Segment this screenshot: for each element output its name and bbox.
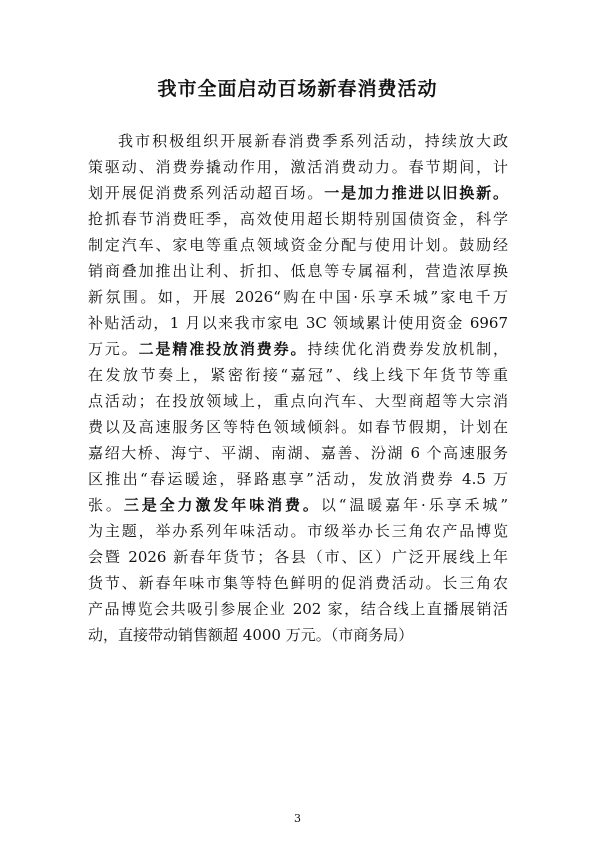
text-line — [88, 154, 508, 180]
text-segment: 张。 — [88, 496, 124, 514]
text-segment: 抢抓春节消费旺季，高效使用超长期特别国债资金，科学 — [88, 210, 508, 228]
text-line — [88, 336, 508, 362]
text-line — [88, 388, 508, 414]
text-segment: 新氛围。如，开展 2026“购在中国·乐享禾城”家电千万 — [88, 288, 508, 306]
text-line — [88, 206, 508, 232]
text-segment: 万元。 — [88, 340, 139, 358]
text-line — [88, 570, 508, 596]
bold-heading-segment: 三是全力激发年味消费。 — [123, 496, 321, 514]
text-segment: 会暨 2026 新春年货节；各县（市、区）广泛开展线上年 — [88, 548, 508, 566]
bold-heading-segment: 一是加力推进以旧换新。 — [324, 184, 508, 202]
text-segment: 以“温暖嘉年·乐享禾城” — [320, 496, 508, 514]
text-line — [88, 232, 508, 258]
text-segment: 制定汽车、家电等重点领域资金分配与使用计划。鼓励经 — [88, 236, 508, 254]
text-segment: 我市积极组织开展新春消费季系列活动，持续放大政 — [118, 132, 508, 150]
text-segment: 在发放节奏上，紧密衔接“嘉冠”、线上线下年货节等重 — [88, 366, 508, 384]
text-segment: 划开展促消费系列活动超百场。 — [88, 184, 325, 202]
text-line — [88, 492, 508, 518]
text-line — [88, 518, 508, 544]
text-segment: 补贴活动，1 月以来我市家电 3C 领域累计使用资金 6967 — [88, 314, 508, 332]
article-body — [88, 128, 508, 648]
text-line — [88, 596, 508, 622]
text-line — [88, 466, 508, 492]
text-segment: 为主题，举办系列年味活动。市级举办长三角农产品博览 — [88, 522, 508, 540]
text-line — [88, 128, 508, 154]
page-title: 我市全面启动百场新春消费活动 — [157, 78, 438, 100]
text-line — [88, 362, 508, 388]
text-line — [88, 180, 508, 206]
page-number: 3 — [294, 812, 301, 825]
text-line — [88, 284, 508, 310]
text-segment: 费以及高速服务区等特色领域倾斜。如春节假期，计划在 — [88, 418, 508, 436]
bold-heading-segment: 二是精准投放消费券。 — [138, 340, 308, 358]
text-line — [88, 544, 508, 570]
text-segment: 动，直接带动销售额超 4000 万元。（市商务局） — [88, 626, 414, 644]
text-segment: 销商叠加推出让利、折扣、低息等专属福利，营造浓厚换 — [88, 262, 508, 280]
text-segment: 持续优化消费券发放机制， — [307, 340, 508, 358]
text-segment: 嘉绍大桥、海宁、平湖、南湖、嘉善、汾湖 6 个高速服务 — [88, 444, 508, 462]
text-line — [88, 622, 508, 648]
text-line — [88, 310, 508, 336]
text-segment: 货节、新春年味市集等特色鲜明的促消费活动。长三角农 — [88, 574, 508, 592]
text-segment: 产品博览会共吸引参展企业 202 家，结合线上直播展销活 — [88, 600, 508, 618]
text-line — [88, 258, 508, 284]
text-line — [88, 414, 508, 440]
text-segment: 策驱动、消费券撬动作用，激活消费动力。春节期间，计 — [88, 158, 508, 176]
text-line — [88, 440, 508, 466]
text-segment: 点活动；在投放领域上，重点向汽车、大型商超等大宗消 — [88, 392, 508, 410]
text-segment: 区推出“春运暖途，驿路惠享”活动，发放消费券 4.5 万 — [88, 470, 508, 488]
